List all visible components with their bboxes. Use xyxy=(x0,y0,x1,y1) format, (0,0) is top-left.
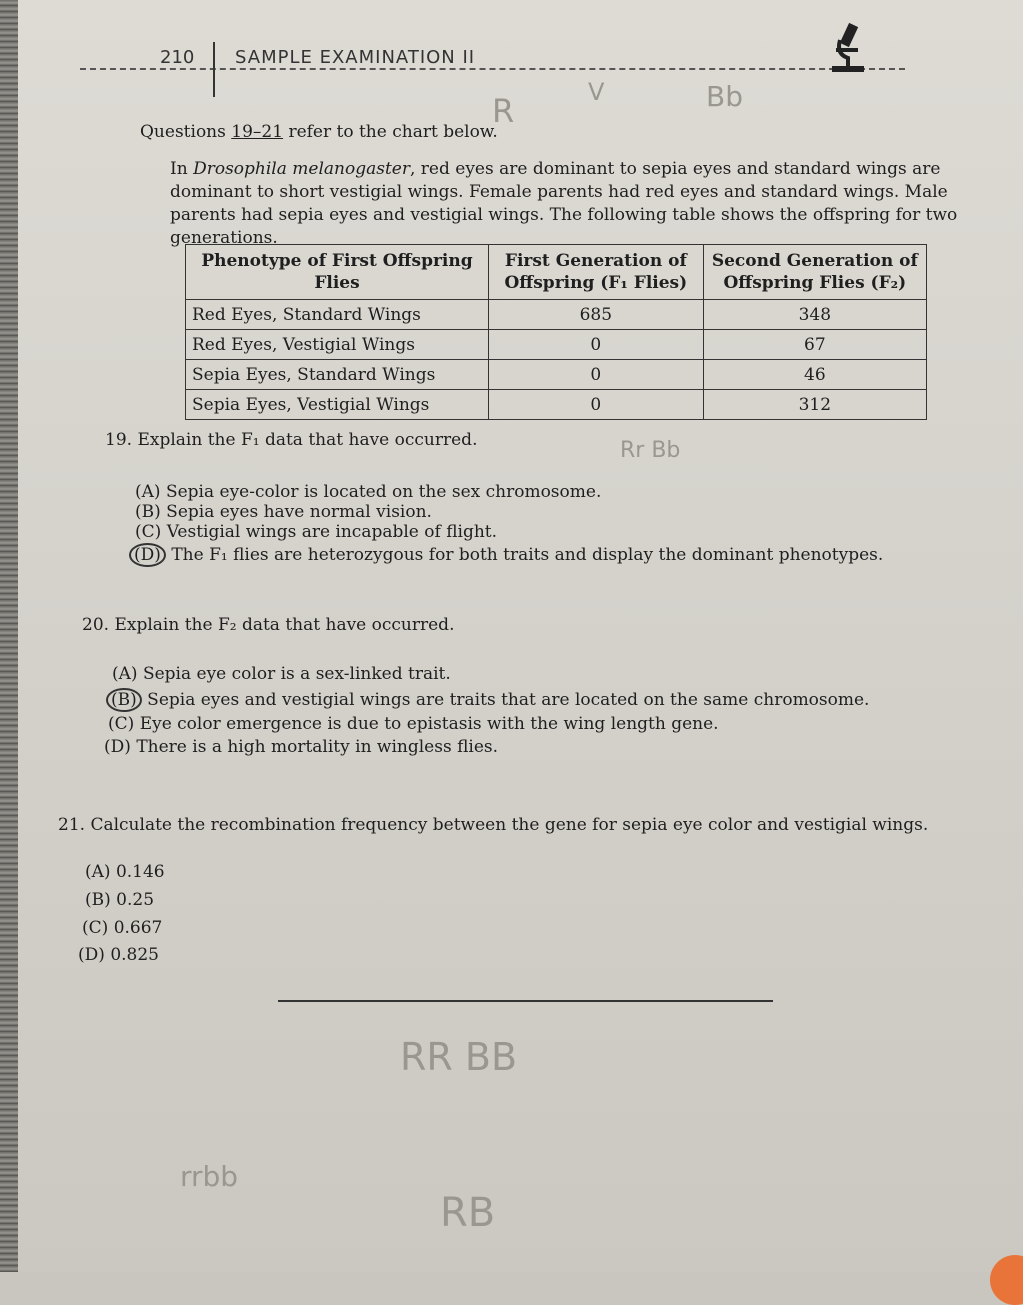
intro-tail: refer to the chart below. xyxy=(288,122,498,142)
question-21 xyxy=(58,815,963,835)
option-21a[interactable] xyxy=(85,862,165,882)
spiral-binding xyxy=(0,0,18,1272)
f2-cell: 312 xyxy=(703,390,926,420)
handwriting-note: RR BB xyxy=(400,1035,518,1079)
passage xyxy=(170,158,1000,250)
passage-lead: In xyxy=(170,159,188,179)
handwriting-note: Bb xyxy=(706,80,743,113)
phenotype-cell: Sepia Eyes, Vestigial Wings xyxy=(186,390,489,420)
option-letter-circled: (D) xyxy=(129,543,166,567)
questions-intro xyxy=(140,122,498,142)
question-text: Calculate the recombination frequency between the gene for sepia eye color and vestigial wings. xyxy=(90,815,929,835)
option-letter: (C) xyxy=(108,714,135,734)
question-text: Explain the F₁ data that have occurred. xyxy=(137,430,478,450)
option-20b[interactable] xyxy=(112,688,869,712)
option-letter: (B) xyxy=(85,890,111,910)
option-text: Eye color emergence is due to epistasis with the wing length gene. xyxy=(139,714,719,734)
option-text: There is a high mortality in wingless flies. xyxy=(136,737,499,757)
option-20d[interactable] xyxy=(104,737,498,757)
table-row xyxy=(186,300,927,330)
header-rule xyxy=(80,68,905,70)
question-number: 19. xyxy=(105,430,133,450)
header-f2: Second Generation of Offspring Flies (F₂) xyxy=(703,245,926,300)
question-text: Explain the F₂ data that have occurred. xyxy=(114,615,455,635)
option-text: 0.667 xyxy=(113,918,163,938)
option-letter: (C) xyxy=(82,918,109,938)
f1-cell: 0 xyxy=(489,330,704,360)
phenotype-cell: Red Eyes, Vestigial Wings xyxy=(186,330,489,360)
header-f1: First Generation of Offspring (F₁ Flies) xyxy=(489,245,704,300)
section-title: SAMPLE EXAMINATION II xyxy=(235,47,476,68)
option-text: Vestigial wings are incapable of flight. xyxy=(166,522,498,542)
phenotype-cell: Sepia Eyes, Standard Wings xyxy=(186,360,489,390)
question-20 xyxy=(82,615,454,635)
option-20a[interactable] xyxy=(112,664,451,684)
table-row xyxy=(186,330,927,360)
question-number: 20. xyxy=(82,615,110,635)
handwriting-note: RB xyxy=(440,1190,496,1236)
answer-line xyxy=(278,1000,773,1002)
header-phenotype: Phenotype of First Offspring Flies xyxy=(186,245,489,300)
offspring-table xyxy=(185,244,927,420)
option-19b[interactable] xyxy=(135,502,432,522)
option-21c[interactable] xyxy=(82,918,162,938)
option-text: 0.825 xyxy=(110,945,159,965)
microscope-icon xyxy=(826,18,870,74)
intro-range: 19–21 xyxy=(231,122,284,142)
option-letter: (A) xyxy=(135,482,161,502)
page-number: 210 xyxy=(160,47,195,68)
option-text: Sepia eyes and vestigial wings are traits that are located on the same chromosome. xyxy=(147,690,870,710)
handwriting-note: V xyxy=(588,78,605,106)
option-text: Sepia eye color is a sex-linked trait. xyxy=(142,664,451,684)
option-letter: (A) xyxy=(85,862,111,882)
intro-lead: Questions xyxy=(140,122,226,142)
option-text: Sepia eye-color is located on the sex chromosome. xyxy=(165,482,602,502)
option-text: Sepia eyes have normal vision. xyxy=(166,502,432,522)
f1-cell: 685 xyxy=(489,300,704,330)
option-20c[interactable] xyxy=(108,714,719,734)
species-name: Drosophila melanogaster xyxy=(193,159,410,179)
option-letter: (A) xyxy=(112,664,138,684)
f2-cell: 46 xyxy=(703,360,926,390)
option-21b[interactable] xyxy=(85,890,154,910)
option-text: 0.25 xyxy=(116,890,155,910)
handwriting-note: R xyxy=(492,92,515,130)
handwriting-note: rrbb xyxy=(180,1160,239,1193)
option-letter-circled: (B) xyxy=(106,688,142,712)
f2-cell: 67 xyxy=(703,330,926,360)
option-letter: (C) xyxy=(135,522,162,542)
table-header-row xyxy=(186,245,927,300)
table-row xyxy=(186,390,927,420)
header-divider xyxy=(213,42,215,97)
table-row xyxy=(186,360,927,390)
option-21d[interactable] xyxy=(78,945,159,965)
f1-cell: 0 xyxy=(489,390,704,420)
question-number: 21. xyxy=(58,815,86,835)
option-19a[interactable] xyxy=(135,482,601,502)
handwriting-note: Rr Bb xyxy=(620,438,681,463)
option-letter: (B) xyxy=(135,502,161,522)
option-text: 0.146 xyxy=(115,862,165,882)
option-text: The F₁ flies are heterozygous for both traits and display the dominant phenotypes. xyxy=(171,545,884,565)
question-19 xyxy=(105,430,477,450)
option-letter: (D) xyxy=(78,945,105,965)
phenotype-cell: Red Eyes, Standard Wings xyxy=(186,300,489,330)
f2-cell: 348 xyxy=(703,300,926,330)
f1-cell: 0 xyxy=(489,360,704,390)
passage-body: , red eyes are dominant to sepia eyes and standard wings are dominant to short vestigial wings. Female parents had red eyes and standard wings. Male parents had sepia eyes and vestigial wings. The following table shows the offspring for two generations. xyxy=(170,159,958,248)
option-letter: (D) xyxy=(104,737,131,757)
option-19c[interactable] xyxy=(135,522,497,542)
option-19d[interactable] xyxy=(135,543,883,567)
